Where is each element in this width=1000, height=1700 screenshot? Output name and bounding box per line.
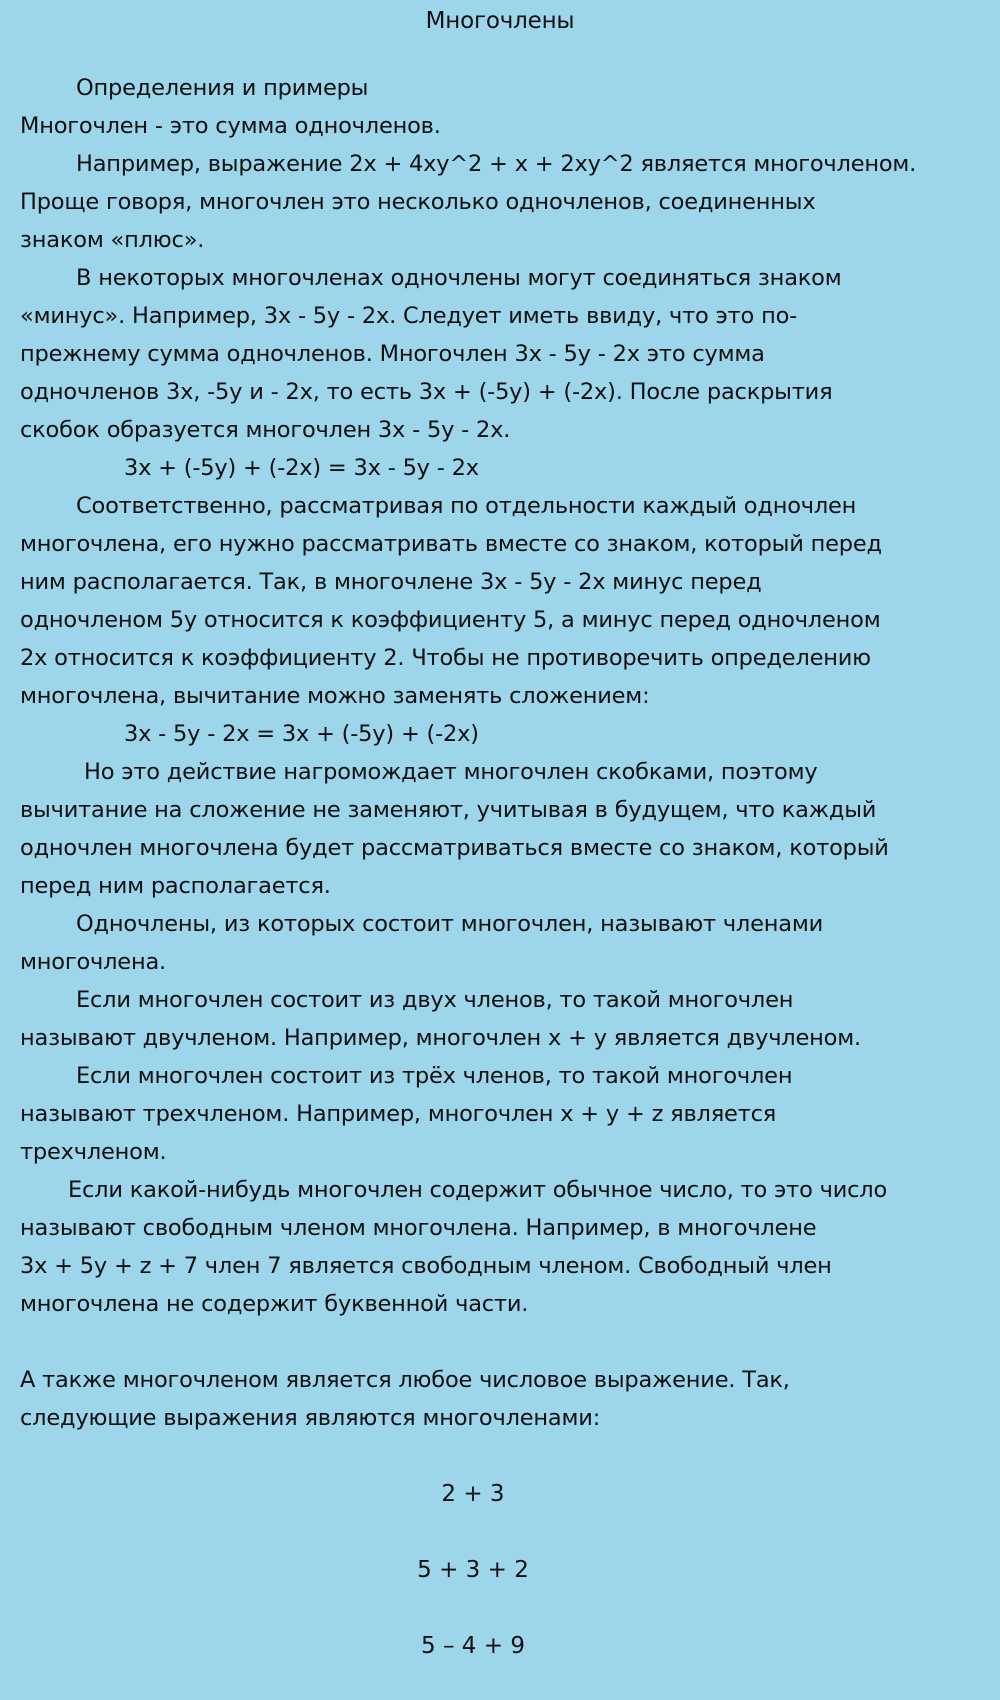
text-line: трехчленом. xyxy=(20,1139,167,1165)
section-heading: Определения и примеры xyxy=(76,75,369,101)
text-line: многочлена, вычитание можно заменять сложением: xyxy=(20,683,650,709)
text-line: Проще говоря, многочлен это несколько одночленов, соединенных xyxy=(20,189,816,215)
formula-line: 3x + (-5y) + (-2x) = 3x - 5y - 2x xyxy=(124,455,479,481)
text-line: скобок образуется многочлен 3x - 5y - 2x. xyxy=(20,417,511,443)
text-line: называют двучленом. Например, многочлен x + y является двучленом. xyxy=(20,1025,861,1051)
text-line: прежнему сумма одночленов. Многочлен 3x - 5y - 2x это сумма xyxy=(20,341,765,367)
text-line: Соответственно, рассматривая по отдельности каждый одночлен xyxy=(76,493,857,519)
text-line: следующие выражения являются многочленами: xyxy=(20,1405,601,1431)
text-line: «минус». Например, 3x - 5y - 2x. Следует иметь ввиду, что это по- xyxy=(20,303,798,329)
text-line: называют трехчленом. Например, многочлен x + y + z является xyxy=(20,1101,777,1127)
text-line: Многочлен - это сумма одночленов. xyxy=(20,113,441,139)
text-line: Если многочлен состоит из двух членов, то такой многочлен xyxy=(76,987,794,1013)
text-line: одночленов 3x, -5y и - 2x, то есть 3x + (-5y) + (-2x). После раскрытия xyxy=(20,379,833,405)
text-line: одночлен многочлена будет рассматриваться вместе со знаком, который xyxy=(20,835,889,861)
text-line: многочлена не содержит буквенной части. xyxy=(20,1291,529,1317)
text-line: Одночлены, из которых состоит многочлен, называют членами xyxy=(76,911,824,937)
text-line: одночленом 5y относится к коэффициенту 5, а минус перед одночленом xyxy=(20,607,881,633)
text-line: перед ним располагается. xyxy=(20,873,331,899)
example-expression: 5 – 4 + 9 xyxy=(421,1633,525,1659)
formula-line: 3x - 5y - 2x = 3x + (-5y) + (-2x) xyxy=(124,721,479,747)
text-line: называют свободным членом многочлена. Например, в многочлене xyxy=(20,1215,817,1241)
text-line: знаком «плюс». xyxy=(20,227,205,253)
text-line: многочлена, его нужно рассматривать вместе со знаком, который перед xyxy=(20,531,882,557)
page-title: Многочлены xyxy=(425,8,575,34)
text-line: вычитание на сложение не заменяют, учитывая в будущем, что каждый xyxy=(20,797,877,823)
text-line: 3x + 5y + z + 7 член 7 является свободным членом. Свободный член xyxy=(20,1253,832,1279)
text-line: Если многочлен состоит из трёх членов, то такой многочлен xyxy=(76,1063,793,1089)
text-line: Например, выражение 2x + 4xy^2 + x + 2xy^2 является многочленом. xyxy=(76,151,917,177)
text-line: многочлена. xyxy=(20,949,167,975)
text-line: ним располагается. Так, в многочлене 3x - 5y - 2x минус перед xyxy=(20,569,762,595)
text-line: 2x относится к коэффициенту 2. Чтобы не противоречить определению xyxy=(20,645,871,671)
text-line: В некоторых многочленах одночлены могут соединяться знаком xyxy=(76,265,842,291)
text-line: Но это действие нагромождает многочлен скобками, поэтому xyxy=(84,759,818,785)
text-line: Если какой-нибудь многочлен содержит обычное число, то это число xyxy=(68,1177,888,1203)
example-expression: 2 + 3 xyxy=(441,1481,505,1507)
example-expression: 5 + 3 + 2 xyxy=(417,1557,529,1583)
text-line: А также многочленом является любое числовое выражение. Так, xyxy=(20,1367,790,1393)
